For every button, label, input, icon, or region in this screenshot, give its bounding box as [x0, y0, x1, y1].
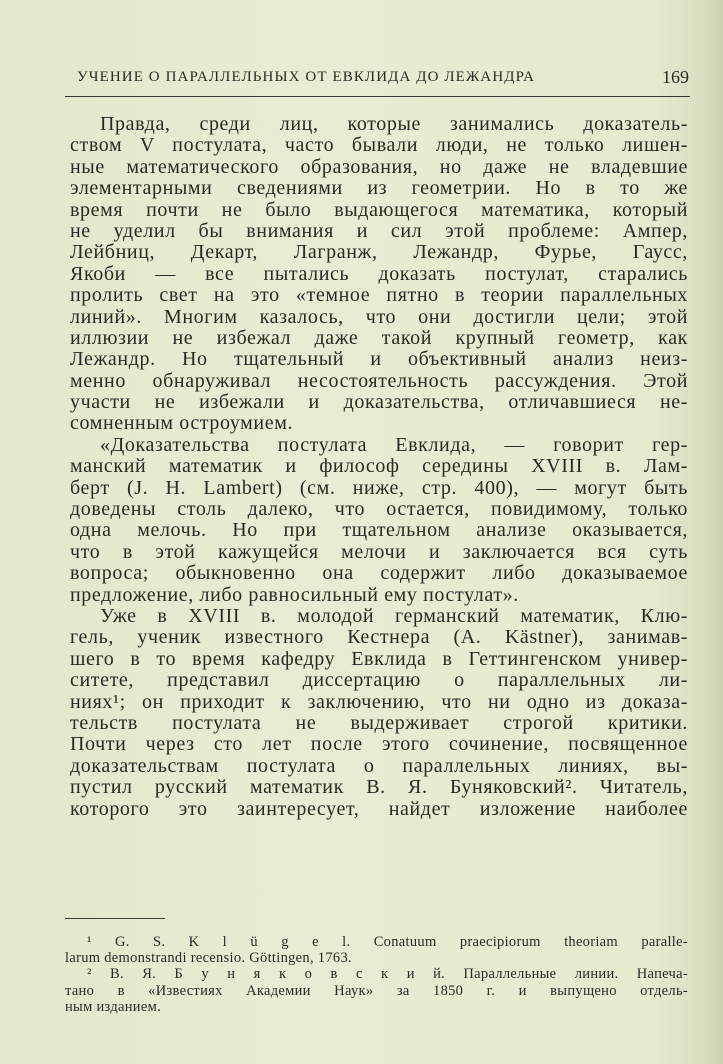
text-line: участи не избежали и доказательства, отличавшиеся не-	[70, 391, 688, 414]
running-title: УЧЕНИЕ О ПАРАЛЛЕЛЬНЫХ ОТ ЕВКЛИДА ДО ЛЕЖАНДРА	[77, 69, 536, 85]
header-rule	[65, 96, 690, 97]
running-header	[75, 67, 689, 91]
text-line: менно обнаруживал несостоятельность рассуждения. Этой	[70, 369, 688, 392]
text-line: что в этой кажущейся мелочи и заключается вся суть	[70, 540, 688, 563]
text-line: не уделил бы внимания и сил этой проблеме: Ампер,	[70, 219, 688, 242]
text-line: ством V постулата, часто бывали люди, не только лишен-	[70, 134, 688, 157]
text-line: гель, ученик известного Кестнера (A. Kästner), занимав-	[70, 626, 688, 649]
footnote-2	[65, 966, 688, 1015]
text-line: ситете, представил диссертацию о параллельных ли-	[70, 669, 688, 692]
text-line: ные математического образования, но даже не владевшие	[70, 155, 688, 178]
footnote-line: larum demonstrandi recensio. Göttingen, 1763.	[65, 950, 352, 967]
paragraph	[70, 114, 688, 435]
text-line: «Доказательства постулата Евклида, — говорит гер-	[100, 433, 688, 456]
text-line: Правда, среди лиц, которые занимались доказатель-	[100, 113, 688, 135]
footnote-rule	[65, 918, 165, 919]
text-line: Уже в XVIII в. молодой германский математик, Клю-	[100, 604, 688, 627]
text-line: пустил русский математик В. Я. Буняковский². Читатель,	[70, 776, 688, 799]
text-line: линий». Многим казалось, что они достигли цели; этой	[70, 305, 688, 328]
text-line: ниях¹; он приходит к заключению, что ни одно из доказа-	[70, 690, 688, 713]
text-line: Якоби — все пытались доказать постулат, старались	[70, 262, 688, 285]
body-text	[70, 114, 688, 820]
text-line: манский математик и философ середины XVIII в. Лам-	[70, 455, 688, 478]
text-line: доказательствам постулата о параллельных линиях, вы-	[70, 754, 688, 777]
text-line: которого это заинтересует, найдет изложение наиболее	[70, 797, 688, 820]
footnote-line: тано в «Известиях Академии Наук» за 1850 г. и выпущено отдель-	[65, 982, 688, 999]
footnote-line: ¹ G. S. K l ü g e l. Conatuum praecipiorum theoriam paralle-	[87, 934, 688, 950]
text-line: время почти не было выдающегося математика, который	[70, 198, 688, 221]
text-line: вопроса; обыкновенно она содержит либо доказываемое	[70, 562, 688, 585]
text-line: берт (J. H. Lambert) (см. ниже, стр. 400), — могут быть	[70, 476, 688, 499]
text-line: тельств постулата не выдерживает строгой критики.	[70, 711, 688, 734]
text-line: шего в то время кафедру Евклида в Геттингенском универ-	[70, 647, 688, 670]
text-line: пролить свет на это «темное пятно в теории параллельных	[70, 284, 688, 307]
text-line: Лежандр. Но тщательный и объективный анализ неиз-	[70, 348, 688, 371]
text-line: Лейбниц, Декарт, Лагранж, Лежандр, Фурье, Гаусс,	[70, 241, 688, 264]
text-line: иллюзии не избежал даже такой крупный геометр, как	[70, 326, 688, 349]
text-line: доведены столь далеко, что остается, повидимому, только	[70, 498, 688, 521]
text-line: одна мелочь. Но при тщательном анализе оказывается,	[70, 519, 688, 542]
text-line: предложение, либо равносильный ему постулат».	[70, 583, 519, 606]
footnote-line: ным изданием.	[65, 998, 161, 1015]
paragraph	[70, 606, 688, 820]
page-number: 169	[662, 67, 689, 87]
paragraph	[70, 435, 688, 606]
footnotes	[65, 934, 688, 1015]
footnote-1	[65, 934, 688, 966]
text-line: элементарными сведениями из геометрии. Но в то же	[70, 177, 688, 200]
footnote-line: ² В. Я. Б у н я к о в с к и й. Параллельные линии. Напеча-	[87, 966, 688, 983]
text-line: Почти через сто лет после этого сочинение, посвященное	[70, 733, 688, 756]
text-line: сомненным остроумием.	[70, 412, 294, 435]
